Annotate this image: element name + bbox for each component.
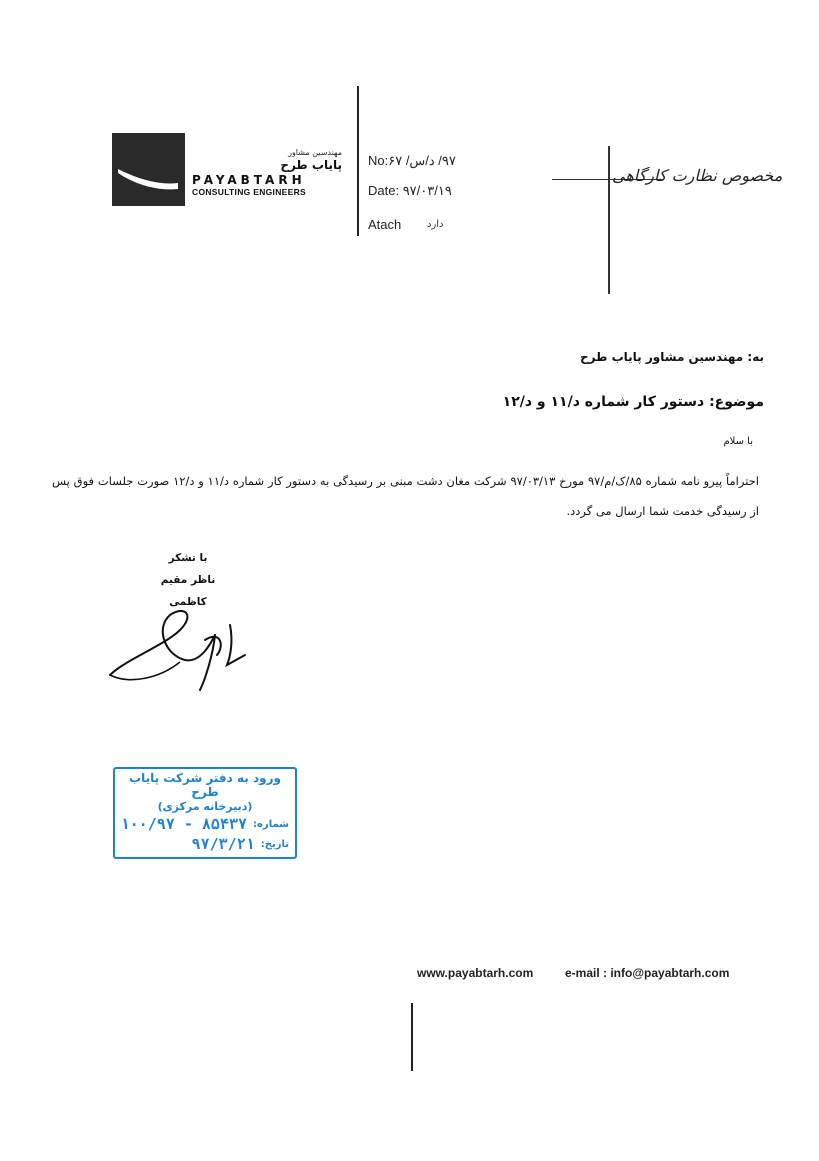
no-label: No:: [368, 153, 389, 168]
signer-title: ناظر مقیم: [160, 574, 216, 586]
recipient-line: به: مهندسین مشاور پایاب طرح: [580, 350, 764, 364]
signer-name: کاظمی: [169, 596, 207, 608]
company-logo: [112, 133, 185, 206]
letter-number: [368, 153, 456, 169]
body-paragraph: احتراماً پیرو نامه شماره ۸۵/ک/م/۹۷ مورخ ۹۷/۰۳/۱۳ شرکت مغان دشت مبنی بر رسیدگی به دستور کار شماره د/۱۱ و د/۱۲ صورت جلسات فوق پس از رسیدگی خدمت شما ارسال می گردد.: [52, 474, 759, 518]
footer-divider: [411, 1003, 413, 1071]
received-date-label: تاریخ:: [260, 838, 289, 850]
classification-stamp-vline: [608, 146, 610, 294]
received-date-value: ۹۷/۳/۲۱: [191, 835, 255, 853]
company-subtitle: مهندسین مشاور: [288, 148, 342, 157]
company-name-latin: PAYABTARH: [192, 173, 306, 187]
footer-email: e-mail : info@payabtarh.com: [565, 966, 730, 980]
received-stamp-title: ورود به دفتر شرکت پایاب طرح: [129, 771, 281, 799]
received-date-row: [115, 835, 295, 853]
greeting: با سلام: [723, 436, 753, 447]
closing-thanks: با تشکر: [168, 552, 208, 564]
company-tagline: CONSULTING ENGINEERS: [192, 187, 306, 197]
subject-line: موضوع: دستور کار شماره د/۱۱ و د/۱۲: [502, 394, 764, 410]
received-number-label: شماره:: [253, 818, 289, 830]
handwritten-signature: [105, 600, 255, 695]
received-stamp: [113, 767, 297, 859]
footer-website: www.payabtarh.com: [417, 966, 534, 980]
attachment-label: Atach: [368, 217, 402, 232]
received-number-row: [115, 815, 295, 833]
date-label: Date:: [368, 183, 400, 198]
attachment-value: دارد: [427, 219, 444, 230]
received-stamp-subtitle: (دبیرخانه مرکزی): [157, 800, 253, 813]
company-name-fa: پایاب طرح: [280, 158, 342, 172]
classification-stamp: مخصوص نظارت کارگاهی: [612, 166, 783, 185]
date-value: ۹۷/۰۳/۱۹: [402, 183, 452, 198]
no-value: ۹۷/ د/س/ ۶۷: [388, 153, 456, 168]
received-number-value: ۱۰۰/۹۷ - ۸۵۴۳۷: [120, 815, 248, 833]
header-divider: [357, 86, 359, 236]
letter-date: [368, 183, 452, 199]
company-letterhead: [190, 148, 342, 197]
